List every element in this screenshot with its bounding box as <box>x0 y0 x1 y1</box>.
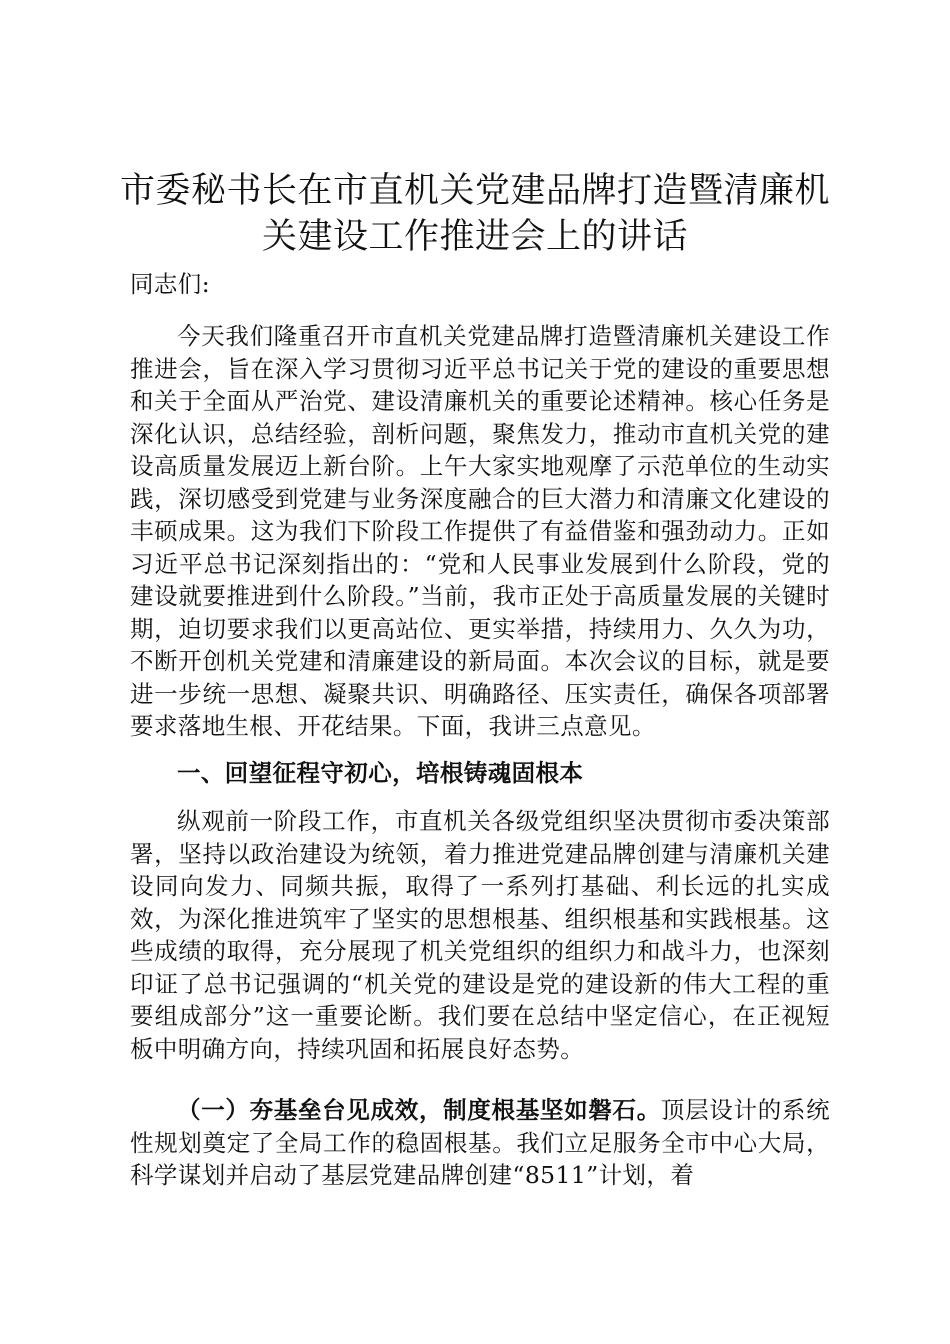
paragraph-subsection-1 <box>130 1094 830 1192</box>
subsection-heading-1: （一）夯基垒台见成效，制度根基坚如磐石。 <box>177 1096 661 1124</box>
salutation: 同志们: <box>130 270 211 298</box>
paragraph-intro: 今天我们隆重召开市直机关党建品牌打造暨清廉机关建设工作推进会，旨在深入学习贯彻习近平总书记关于党的建设的重要思想和关于全面从严治党、建设清廉机关的重要论述精神。核心任务是深化认识，总结经验，剖析问题，聚焦发力，推动市直机关党的建设高质量发展迈上新台阶。上午大家实地观摩了示范单位的生动实践，深切感受到党建与业务深度融合的巨大潜力和清廉文化建设的丰硕成果。这为我们下阶段工作提供了有益借鉴和强劲动力。正如习近平总书记深刻指出的：“党和人民事业发展到什么阶段，党的建设就要推进到什么阶段。”当前，我市正处于高质量发展的关键时期，迫切要求我们以更高站位、更实举措，持续用力、久久为功，不断开创机关党建和清廉建设的新局面。本次会议的目标，就是要进一步统一思想、凝聚共识、明确路径、压实责任，确保各项部署要求落地生根、开花结果。下面，我讲三点意见。 <box>130 322 830 740</box>
subsection-body-1: 顶层设计的系统性规划奠定了全局工作的稳固根基。我们立足服务全市中心大局，科学谋划并启动了基层党建品牌创建“8511”计划，着 <box>130 1096 830 1189</box>
paragraph-section-1: 纵观前一阶段工作，市直机关各级党组织坚决贯彻市委决策部署，坚持以政治建设为统领，着力推进党建品牌创建与清廉机关建设同向发力、同频共振，取得了一系列打基础、利长远的扎实成效，为深化推进筑牢了坚实的思想根基、组织根基和实践根基。这些成绩的取得，充分展现了机关党组织的组织力和战斗力，也深刻印证了总书记强调的“机关党的建设是党的建设新的伟大工程的重要组成部分”这一重要论断。我们要在总结中坚定信心，在正视短板中明确方向，持续巩固和拓展良好态势。 <box>130 807 830 1063</box>
section-heading-1: 一、回望征程守初心，培根铸魂固根本 <box>177 759 584 787</box>
document-title: 市委秘书长在市直机关党建品牌打造暨清廉机关建设工作推进会上的讲话 <box>120 171 831 257</box>
